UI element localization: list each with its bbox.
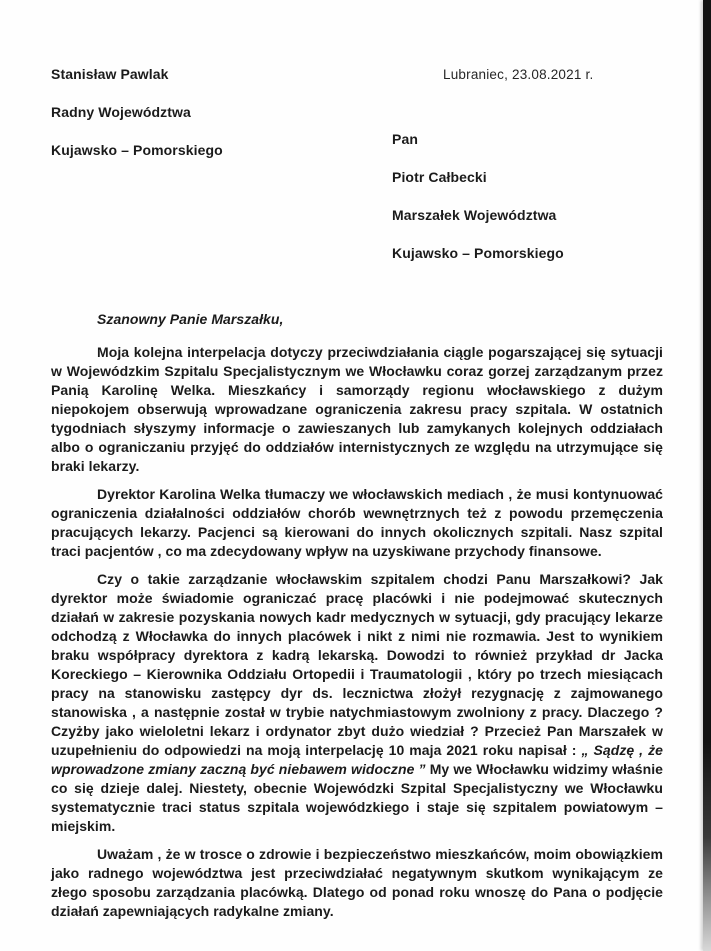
recipient-name: Piotr Całbecki [392, 169, 487, 185]
recipient-title-line-1: Marszałek Województwa [392, 207, 557, 223]
body-paragraph-1 [51, 343, 663, 476]
body-paragraph-2 [51, 485, 663, 561]
scan-edge-artifact [703, 0, 711, 951]
quoted-reply-text: „ Sądzę , że wprowadzone zmiany zaczną być niebawem widoczne ” [51, 742, 663, 777]
recipient-block [392, 131, 564, 283]
sender-title-line-1: Radny Województwa [51, 104, 191, 120]
sender-block [51, 66, 223, 180]
recipient-title-line-2: Kujawsko – Pomorskiego [392, 245, 564, 261]
place-and-date: Lubraniec, 23.08.2021 r. [443, 67, 594, 82]
body-paragraph-3 [51, 570, 663, 836]
paragraph-text: Moja kolejna interpelacja dotyczy przeciwdziałania ciągle pogarszającej się sytuacji w Wojewódzkim Szpitalu Specjalistycznym we Włocławku coraz gorzej zarządzanym przez Panią Karolinę Welka. Mieszkańcy i samorządy regionu włocławskiego z dużym niepokojem obserwują wprowadzane ograniczenia zakresu pracy szpitala. W ostatnich tygodniach słyszymy informacje o zawieszanych lub zamykanych kolejnych oddziałach albo o ograniczaniu przyjęć do oddziałów internistycznych ze względu na utrzymujące się braki lekarzy. [51, 344, 663, 474]
sender-name: Stanisław Pawlak [51, 66, 169, 82]
paragraph-text: Uważam , że w trosce o zdrowie i bezpieczeństwo mieszkańców, moim obowiązkiem jako radnego województwa jest przeciwdziałać negatywnym skutkom wynikającym ze złego sposobu zarządzania placówką. Dlatego od ponad roku wnoszę do Pana o podjęcie działań zapewniających radykalne zmiany. [51, 846, 663, 919]
paragraph-text: Czy o takie zarządzanie włocławskim szpitalem chodzi Panu Marszałkowi? Jak dyrektor może świadomie ograniczać pracę placówki i nie podejmować skutecznych działań w zakresie pozyskania nowych kadr medycznych w sytuacji, gdy pracujący lekarze odchodzą z Włocławka do innych placówek i nikt z nimi nie rozmawia. Jest to wynikiem braku współpracy dyrektora z kadrą lekarską. Dowodzi to również przykład dr Jacka Koreckiego – Kierownika Oddziału Ortopedii i Traumatologii , który po trzech miesiącach pracy na stanowisku zastępcy dyr ds. lecznictwa złożył rezygnację z zajmowanego stanowiska , a następnie został w trybie natychmiastowym zwolniony z pracy. Dlaczego ? Czyżby jako wieloletni lekarz i ordynator zbyt dużo wiedział ? Przecież Pan Marszałek w uzupełnieniu do odpowiedzi na moją interpelację 10 maja 2021 roku napisał : [51, 571, 663, 758]
body-paragraph-4 [51, 845, 663, 921]
paragraph-text: My we Włocławku widzimy właśnie co się dzieje dalej. Niestety, obecnie Wojewódzki Szpital Specjalistyczny we Włocławku systematycznie traci status szpitala wojewódzkiego i staje się szpitalem powiatowym – miejskim. [51, 761, 663, 834]
salutation: Szanowny Panie Marszałku, [97, 311, 284, 327]
paragraph-text: Dyrektor Karolina Welka tłumaczy we włocławskich mediach , że musi kontynuować ograniczenia działalności oddziałów chorób wewnętrznych też z powodu przemęczenia pracujących lekarzy. Pacjenci są kierowani do innych okolicznych szpitali. Nasz szpital traci pacjentów , co ma zdecydowany wpływ na uzyskiwane przychody finansowe. [51, 486, 663, 559]
recipient-honorific: Pan [392, 131, 418, 147]
letter-body [51, 310, 663, 930]
sender-title-line-2: Kujawsko – Pomorskiego [51, 142, 223, 158]
